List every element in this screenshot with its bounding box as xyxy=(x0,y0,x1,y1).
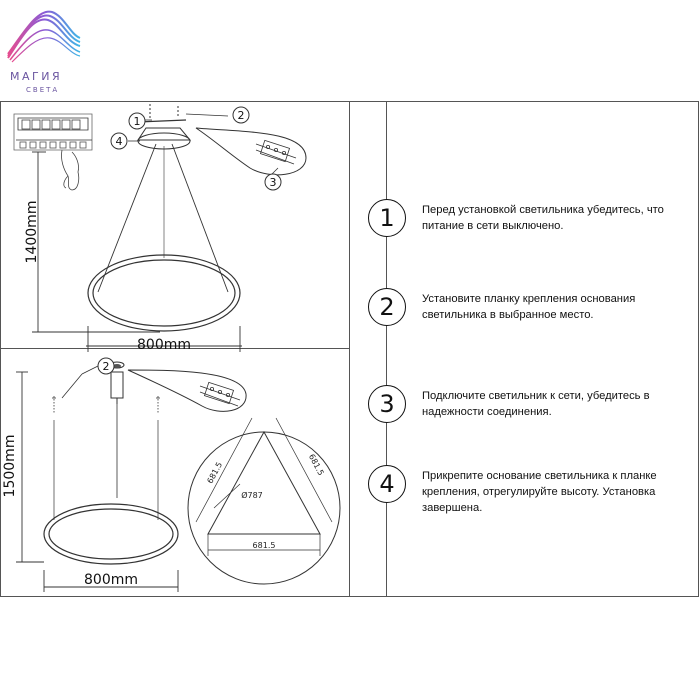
breaker-panel-icon xyxy=(14,114,92,190)
step-1-number: 1 xyxy=(368,199,406,237)
top-installation-diagram xyxy=(14,104,306,352)
triangle-bottom-side-label: 681.5 xyxy=(252,541,276,550)
bottom-dimension-diagram xyxy=(16,362,340,592)
step-2-text: Установите планку крепления основания светильника в выбранное место. xyxy=(422,293,636,321)
triangle-right-side-label: 681.5 xyxy=(306,452,326,478)
callout-4-label: 4 xyxy=(115,135,123,148)
bottom-ring-luminaire xyxy=(44,504,178,564)
callout-2-label: 2 xyxy=(237,109,245,122)
top-width-label: 800mm xyxy=(137,337,191,353)
brand-name: МАГИЯ xyxy=(10,70,63,83)
step-4-text: Прикрепите основание светильника к планке крепления, отрегулируйте высоту. Установка завершена. xyxy=(422,470,657,514)
bottom-height-label: 1500mm xyxy=(2,434,18,498)
step-1 xyxy=(368,199,694,259)
callout-3-label: 3 xyxy=(269,176,277,189)
top-height-dimension xyxy=(32,152,160,332)
step-3 xyxy=(368,385,694,445)
triangle-left-side-label: 681.5 xyxy=(205,460,225,486)
bottom-width-label: 800mm xyxy=(84,572,138,588)
brand-subtitle: СВЕТА xyxy=(26,86,60,94)
circle-diameter-label: Ø787 xyxy=(241,491,263,500)
callout-1-label: 1 xyxy=(133,115,141,128)
step-2 xyxy=(368,288,694,348)
triangle-mounting-template xyxy=(188,418,340,584)
step-4-number: 4 xyxy=(368,465,406,503)
top-ring-luminaire xyxy=(88,255,240,331)
step-3-text: Подключите светильник к сети, убедитесь в надежности соединения. xyxy=(422,390,650,418)
top-height-label: 1400mm xyxy=(24,200,40,264)
step-2-number: 2 xyxy=(368,288,406,326)
step-4 xyxy=(368,465,694,525)
bottom-callout-2-label: 2 xyxy=(102,360,110,373)
step-3-number: 3 xyxy=(368,385,406,423)
bottom-wire-connector-icon xyxy=(200,382,240,406)
bottom-height-dimension xyxy=(16,372,44,562)
step-1-text: Перед установкой светильника убедитесь, что питание в сети выключено. xyxy=(422,204,664,232)
top-wire-connector-icon xyxy=(256,140,296,164)
top-canopy-icon xyxy=(138,104,190,149)
